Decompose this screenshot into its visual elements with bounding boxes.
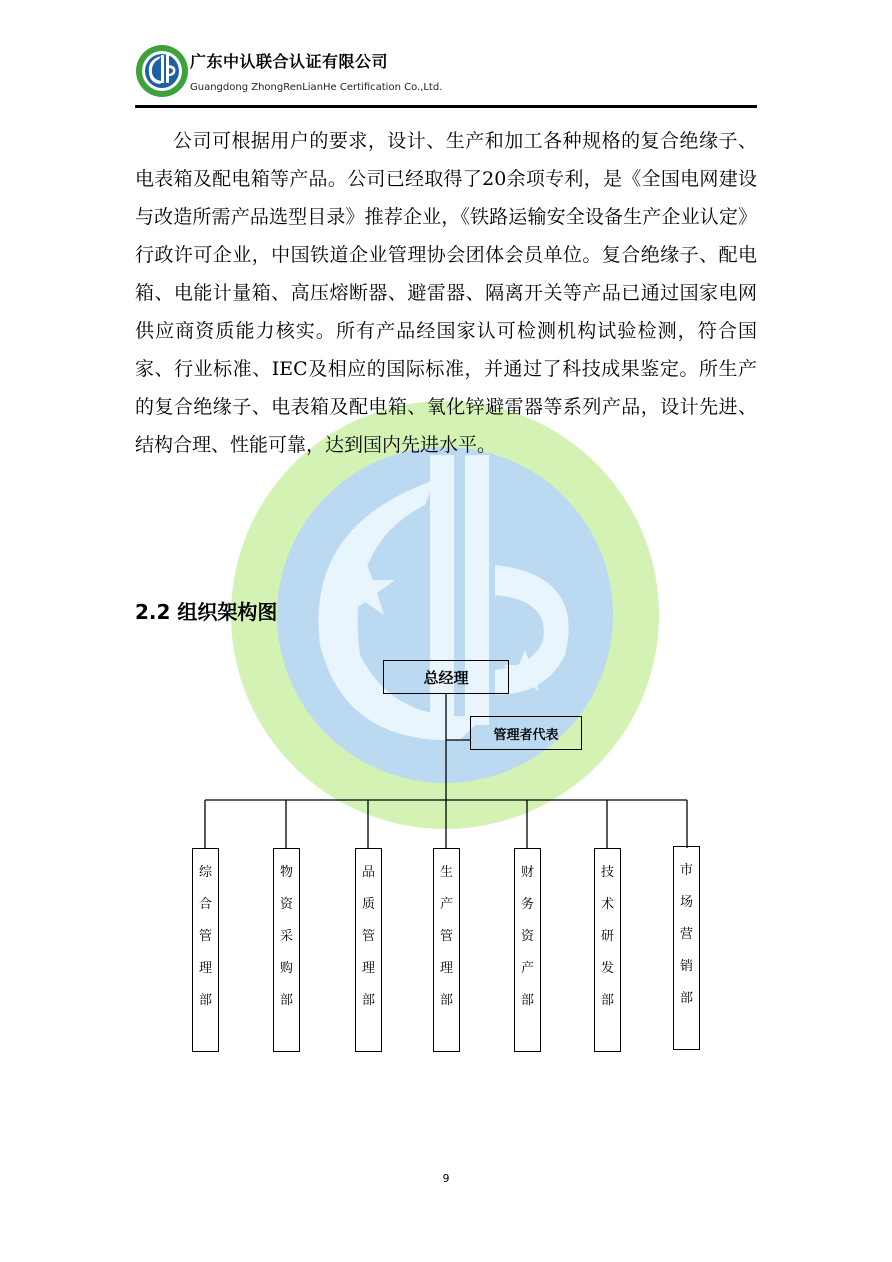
dept-char: 部: [198, 993, 212, 1008]
dept-char: 质: [361, 897, 375, 912]
dept-char: 管: [361, 929, 375, 944]
dept-char: 采: [279, 929, 293, 944]
page-number: 9: [442, 1172, 450, 1185]
dept-char: 部: [520, 993, 534, 1008]
header-rule: [135, 105, 757, 108]
org-node-dept-production: [433, 848, 460, 1052]
dept-char: 务: [520, 897, 534, 912]
dept-char: 部: [361, 993, 375, 1008]
org-node-dept-quality: [355, 848, 382, 1052]
dept-char: 购: [279, 961, 293, 976]
dept-char: 场: [679, 895, 693, 910]
dept-char: 物: [279, 865, 293, 880]
company-name-en: Guangdong ZhongRenLianHe Certification Co.,Ltd.: [190, 82, 443, 93]
dept-char: 财: [520, 865, 534, 880]
company-logo-icon: [135, 44, 189, 98]
company-name-cn: 广东中认联合认证有限公司: [190, 52, 389, 71]
dept-char: 发: [600, 961, 614, 976]
org-node-dept-finance: [514, 848, 541, 1052]
dept-char: 销: [679, 959, 693, 974]
dept-char: 管: [439, 929, 453, 944]
section-heading: 2.2 组织架构图: [135, 600, 278, 624]
dept-char: 合: [198, 897, 212, 912]
body-paragraph: 公司可根据用户的要求，设计、生产和加工各种规格的复合绝缘子、电表箱及配电箱等产品。公司已经取得了20余项专利，是《全国电网建设与改造所需产品选型目录》推荐企业，《铁路运输安全设备生产企业认定》行政许可企业，中国铁道企业管理协会团体会员单位。复合绝缘子、配电箱、电能计量箱、高压熔断器、避雷器、隔离开关等产品已通过国家电网供应商资质能力核实。所有产品经国家认可检测机构试验检测，符合国家、行业标准、IEC及相应的国际标准，并通过了科技成果鉴定。所生产的复合绝缘子、电表箱及配电箱、氧化锌避雷器等系列产品，设计先进、结构合理、性能可靠，达到国内先进水平。: [135, 130, 757, 456]
dept-char: 综: [198, 865, 212, 880]
dept-char: 部: [600, 993, 614, 1008]
dept-char: 理: [439, 961, 453, 976]
dept-char: 产: [520, 961, 534, 976]
document-header: [135, 44, 757, 110]
dept-char: 研: [600, 929, 614, 944]
dept-char: 资: [520, 929, 534, 944]
dept-char: 产: [439, 897, 453, 912]
org-node-dept-marketing: [673, 846, 700, 1050]
dept-char: 理: [198, 961, 212, 976]
dept-char: 部: [439, 993, 453, 1008]
org-node-general-manager: 总经理: [383, 660, 509, 694]
dept-char: 部: [279, 993, 293, 1008]
org-node-dept-procurement: [273, 848, 300, 1052]
dept-char: 部: [679, 991, 693, 1006]
dept-char: 营: [679, 927, 693, 942]
dept-char: 管: [198, 929, 212, 944]
dept-char: 品: [361, 865, 375, 880]
dept-char: 市: [679, 863, 693, 878]
dept-char: 理: [361, 961, 375, 976]
dept-char: 资: [279, 897, 293, 912]
org-node-dept-rnd: [594, 848, 621, 1052]
dept-char: 术: [600, 897, 614, 912]
org-node-management-representative: 管理者代表: [470, 716, 582, 750]
org-node-dept-general-admin: [192, 848, 219, 1052]
dept-char: 技: [600, 865, 614, 880]
dept-char: 生: [439, 865, 453, 880]
